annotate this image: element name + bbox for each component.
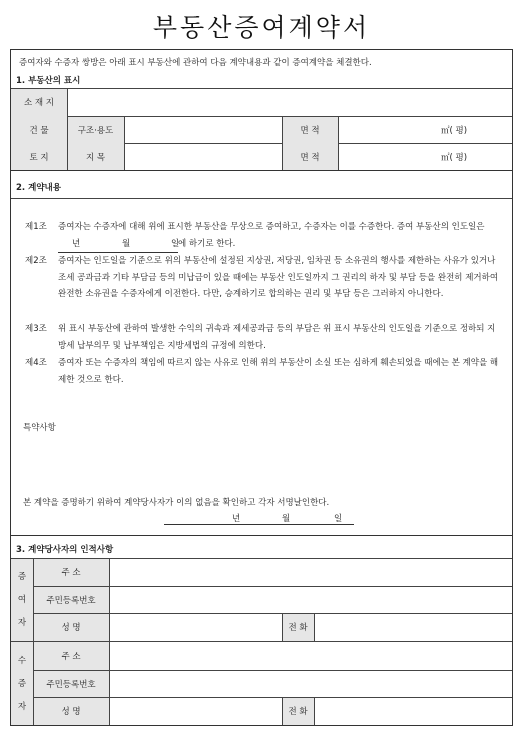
- section3-heading: 3. 계약당사자의 인적사항: [16, 545, 114, 555]
- donee-phone-label: 전 화: [288, 707, 308, 717]
- location-field[interactable]: [69, 90, 509, 114]
- donee-address-label: 주 소: [61, 651, 81, 662]
- donor-phone-field[interactable]: [316, 615, 509, 639]
- donor-name-label: 성 명: [61, 623, 81, 633]
- delivery-date-line[interactable]: 년 월 일: [58, 236, 178, 254]
- donor-id-field[interactable]: [111, 588, 509, 611]
- special-terms-field[interactable]: [23, 435, 501, 490]
- donor-id-label: 주민등록번호: [46, 595, 96, 606]
- donor-phone-label: 전 화: [288, 623, 308, 633]
- structure-field[interactable]: [126, 118, 280, 141]
- building-label: 건 물: [29, 125, 49, 136]
- contract-frame: [10, 49, 513, 726]
- section1-heading: 1. 부동산의 표시: [16, 76, 81, 86]
- land-label: 토 지: [29, 152, 49, 163]
- clause-3: 제3조 위 표시 부동산에 관하여 발생한 수익의 귀속과 제세공과금 등의 부담은 위 표시 부동산의 인도일을 기준으로 정하되 지방세 납부의무 및 납부책임은 지방세법의 규정에 의한다.: [25, 324, 496, 351]
- donor-name-field[interactable]: [111, 615, 280, 639]
- building-area-label: 면 적: [300, 125, 320, 136]
- donee-name-label: 성 명: [61, 707, 81, 717]
- land-area-unit: ㎡( 평): [441, 153, 468, 163]
- confirmation-text: 본 계약을 증명하기 위하여 계약당사자가 이의 없음을 확인하고 각자 서명날인한다.: [23, 498, 330, 508]
- clause-1: 제1조 증여자는 수증자에 대해 위에 표시한 부동산을 무상으로 증여하고, 수증자는 이를 수증한다. 증여 부동산의 인도일은 년 월 일 에 하기로 한다.: [25, 219, 503, 253]
- donee-id-field[interactable]: [111, 672, 509, 695]
- donor-address-label: 주 소: [61, 568, 81, 578]
- donor-label: 증 여 자: [17, 572, 27, 628]
- document-title: 부동산증여계약서: [152, 13, 371, 42]
- land-category-label: 지 목: [85, 152, 106, 163]
- contract-date-line[interactable]: 년 월 일: [164, 512, 354, 525]
- donee-address-field[interactable]: [111, 643, 509, 668]
- building-area-unit: ㎡( 평): [441, 126, 468, 136]
- section2-heading: 2. 계약내용: [16, 183, 61, 193]
- donee-label: 수 증 자: [17, 656, 27, 712]
- location-label: 소 재 지: [23, 98, 55, 108]
- donee-name-field[interactable]: [111, 699, 280, 723]
- donee-id-label: 주민등록번호: [46, 679, 96, 690]
- intro-text: 증여자와 수증자 쌍방은 아래 표시 부동산에 관하여 다음 계약내용과 같이 증여계약을 체결한다.: [19, 58, 372, 68]
- land-category-field[interactable]: [126, 145, 280, 168]
- special-terms-label: 특약사항: [23, 423, 56, 433]
- land-area-label: 면 적: [300, 152, 320, 163]
- donor-address-field[interactable]: [111, 560, 509, 584]
- clause-4: 제4조 증여자 또는 수증자의 책임에 따르지 않는 사유로 인해 위의 부동산이 소실 또는 심하게 훼손되었을 때에는 본 계약을 해제한 것으로 한다.: [25, 358, 499, 385]
- donee-phone-field[interactable]: [316, 699, 509, 723]
- clause-2: 제2조 증여자는 인도일을 기준으로 위의 부동산에 설정된 지상권, 저당권, 임차권 등 소유권의 행사를 제한하는 사유가 있거나 조세 공과금과 기타 부담금 등의 미납금이 있을 때에는 부동산 인도일까지 그 권리의 하자 및 부담 등을 완전히 제거하여 완전한 소유권을 수증자에게 이전한다. 다만, 승계하기로 합의하는 권리 및 부담 등은 그러하지 아니한다.: [25, 256, 499, 299]
- structure-label: 구조·용도: [77, 125, 114, 136]
